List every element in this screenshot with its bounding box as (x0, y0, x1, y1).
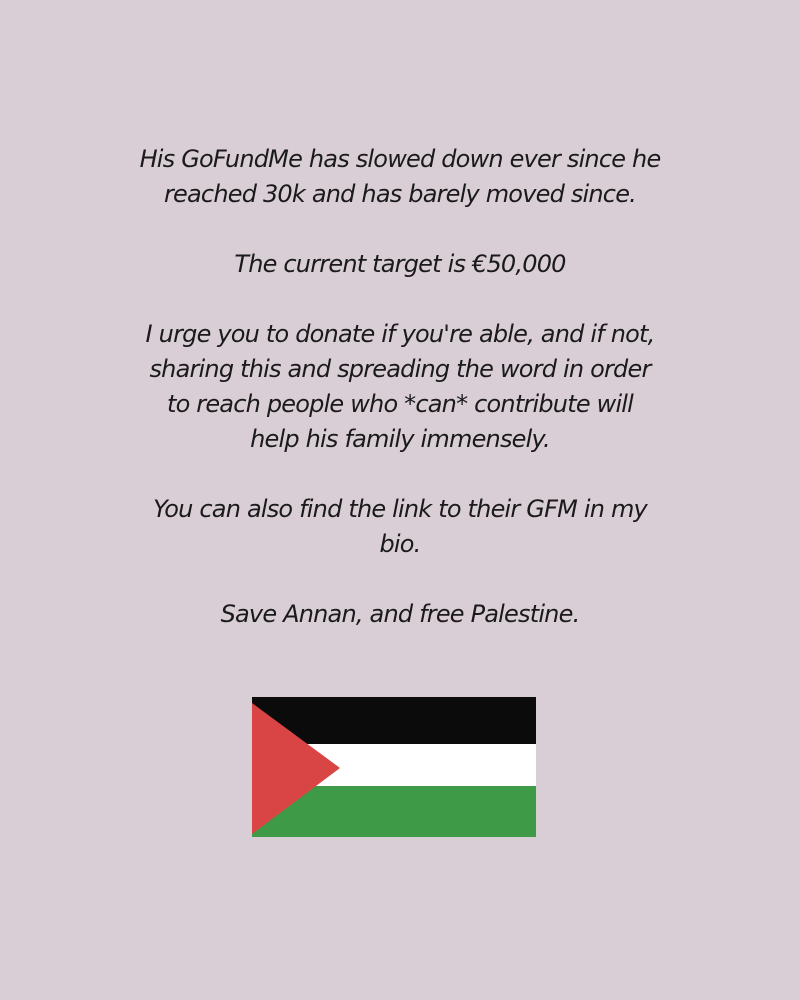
text-line: to reach people who *can* contribute will (166, 390, 634, 418)
text-line: help his family immensely. (250, 425, 550, 453)
paragraph-urge (100, 317, 700, 457)
text-line: bio. (379, 530, 421, 558)
text-line: sharing this and spreading the word in order (149, 355, 651, 383)
text-line: His GoFundMe has slowed down ever since he (139, 145, 661, 173)
message-text (100, 142, 700, 667)
paragraph-link (100, 492, 700, 562)
text-line: reached 30k and has barely moved since. (163, 180, 636, 208)
paragraph-gofundme (100, 142, 700, 212)
paragraph-closing (100, 597, 700, 632)
text-line: The current target is €50,000 (234, 250, 566, 278)
text-line: I urge you to donate if you're able, and if not, (145, 320, 655, 348)
paragraph-target (100, 247, 700, 282)
text-line: You can also find the link to their GFM in my (153, 495, 647, 523)
text-line: Save Annan, and free Palestine. (220, 600, 580, 628)
palestine-flag-icon (252, 697, 536, 837)
